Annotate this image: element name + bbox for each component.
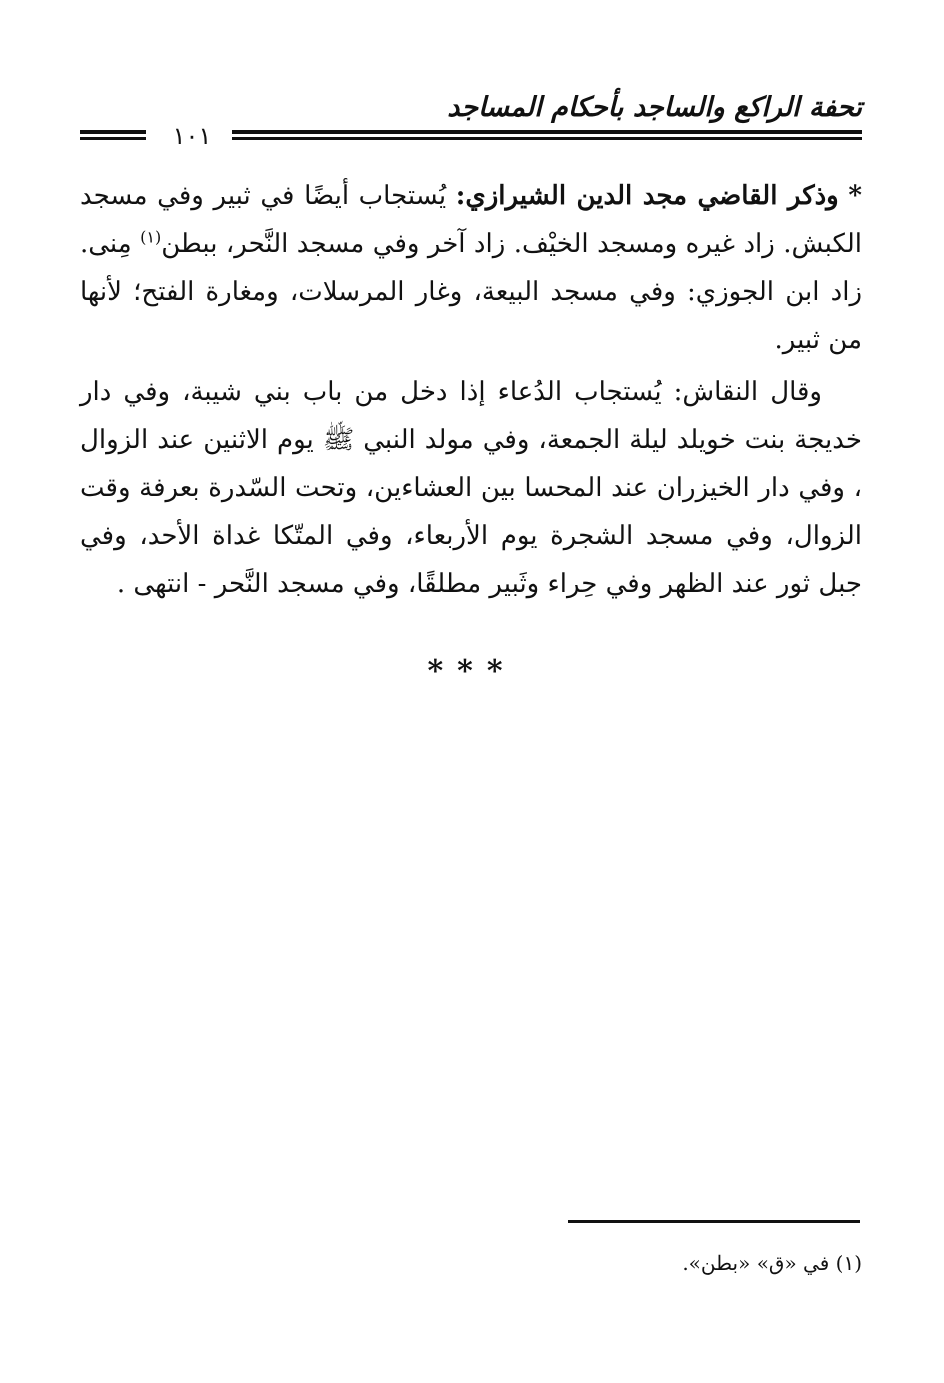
page-header (80, 88, 862, 150)
section-separator: *** (427, 654, 517, 689)
body-text (80, 172, 862, 608)
paragraph-1 (80, 172, 862, 364)
paragraph-2: وقال النقاش: يُستجاب الدُعاء إذا دخل من باب بني شيبة، وفي دار خديجة بنت خويلد ليلة الجمعة، وفي مولد النبي ﷺ يوم الاثنين عند الزوال ، وفي دار الخيزران عند المحسا بين العشاءين، وتحت السّدرة بعرفة وقت الزوال، وفي مسجد الشجرة يوم الأربعاء، وفي المتّكا غداة الأحد، وفي جبل ثور عند الظهر وفي حِراء وثَبير مطلقًا، وفي مسجد النَّحر - انتهى . (80, 377, 862, 599)
paragraph-1-text-b: مِنى. زاد ابن الجوزي: وفي مسجد البيعة، وغار المرسلات، ومغارة الفتح؛ لأنها من ثبير. (80, 229, 862, 355)
bullet-star: * (848, 181, 862, 211)
running-title: تحفة الراكع والساجد بأحكام المساجد (447, 92, 862, 123)
footnote-reference[interactable]: (١) (140, 227, 162, 247)
paragraph-1-text-a: يُستجاب أيضًا في ثبير وفي مسجد الكبش. زاد غيره ومسجد الخيْف. زاد آخر وفي مسجد النَّحر، ببطن (80, 181, 862, 259)
header-rule-right (232, 130, 862, 142)
speaker-name: وذكر القاضي مجد الدين الشيرازي: (455, 181, 839, 211)
footnote-rule (568, 1220, 860, 1223)
footnote: (١) في «ق» «بطن». (682, 1251, 862, 1275)
header-rule-left (80, 130, 146, 142)
page-number: ١٠١ (172, 122, 212, 150)
